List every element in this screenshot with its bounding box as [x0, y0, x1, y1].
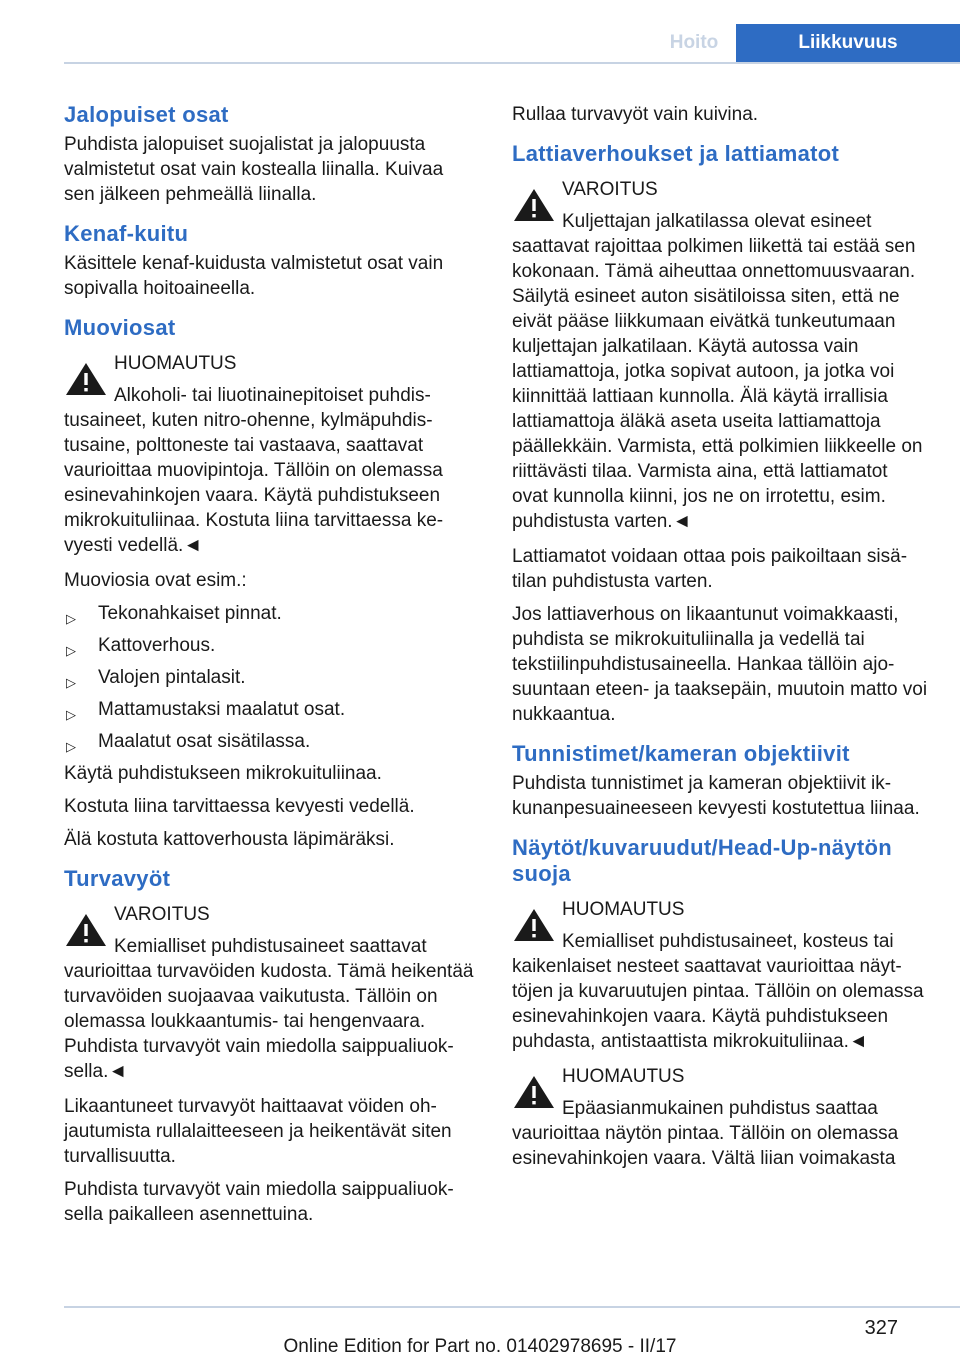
paragraph: Jos lattiaverhous on likaantunut voimakkaasti, puhdista se mikrokuituliinalla ja vedellä tai tekstiilinpuhdistusaineella. Hankaa tällöin ajosuuntaan eteen- ja taaksepäin, muutoin matto voi nukkaantua. [512, 604, 928, 725]
list-item-text: Maalatut osat sisätilassa. [98, 731, 311, 752]
list-item [64, 729, 479, 754]
notice-body: Kuljettajan jalkatilassa olevat esineet saattavat rajoittaa polkimen liikettä tai estää sen kokonaan. Tämä aiheuttaa onnettomuusvaaran. Säilytä esineet auton sisätiloissa siten, että ne eivät pääse liikkumaan eivätkä tunkeutumaan kuljettajan jalkatilaan. Käytä autossa vain lattiamattoja, jotka sopivat autoon, ja jotka voi kiinnittää lattiaan kunnolla. Älä käytä irrallisia lattiamattoja äläkä aseta useita lattiamattoja päällekkäin. Varmista, että polkimien liikkeelle on riittävästi tilaa. Varmista aina, että lattiamatot ovat kunnolla kiinni, jos ne on irrotettu, esim. puhdistusta varten.◄ [512, 211, 923, 532]
warning-triangle-icon [64, 361, 108, 397]
notice-body: Epäasianmukainen puhdistus saattaa vaurioittaa näytön pintaa. Tällöin on olemassa esinevahinkojen vaara. Vältä liian voimakasta [512, 1098, 899, 1169]
list-item-text: Tekonahkaiset pinnat. [98, 603, 282, 624]
footer-rule [64, 1306, 960, 1308]
triangle-bullet-icon: ▷ [66, 611, 76, 626]
section-title-naytot: Näytöt/kuvaruudut/Head-Up-näytön suoja [512, 835, 892, 886]
section-title-lattiaverhoukset: Lattiaverhoukset ja lattiamatot [512, 141, 840, 166]
list-item-text: Mattamustaksi maalatut osat. [98, 699, 346, 720]
triangle-bullet-icon: ▷ [66, 707, 76, 722]
section-title-kenaf: Kenaf-kuitu [64, 221, 189, 246]
warning-triangle-icon [64, 912, 108, 948]
paragraph: Älä kostuta kattoverhousta läpimäräksi. [64, 829, 395, 850]
section-title-turvavyot: Turvavyöt [64, 866, 171, 891]
paragraph: Puhdista turvavyöt vain miedolla saippualiuoksella paikalleen asennettuina. [64, 1179, 454, 1225]
notice-body: Kemialliset puhdistusaineet saattavat vaurioittaa turvavöiden kudosta. Tämä heikentää turvavöiden suojaavaa vaikutusta. Tällöin on olemassa loukkaantumis- tai hengenvaara. Puhdista turvavyöt vain miedolla saippualiuoksella.◄ [64, 936, 474, 1082]
section-body-jalopuiset: Puhdista jalopuiset suojalistat ja jalopuusta valmistetut osat vain kostealla liinalla. Kuivaa sen jälkeen pehmeällä liinalla. [64, 134, 444, 205]
warning-triangle-icon [512, 187, 556, 223]
page-number: 327 [864, 1317, 898, 1339]
section-body-tunnistimet: Puhdista tunnistimet ja kameran objektiivit ikkunanpesuaineeseen kevyesti kostutettua liinaa. [512, 773, 920, 819]
notice-title: HUOMAUTUS [562, 899, 685, 920]
tab-liikkuvuus[interactable]: Liikkuvuus [736, 24, 960, 62]
notice-muoviosat [64, 351, 479, 558]
notice-body: Alkoholi- tai liuotinainepitoiset puhdistusaineet, kuten nitro-ohenne, kylmäpuhdistusaine, polttoneste tai vastaava, saattavat vaurioittaa muovipintoja. Tällöin on olemassa esinevahinkojen vaara. Käytä puhdistukseen mikrokuituliinaa. Kostuta liina tarvittaessa kevyesti vedellä.◄ [64, 385, 444, 556]
section-title-tunnistimet: Tunnistimet/kameran objektiivit [512, 741, 850, 766]
notice-title: VAROITUS [114, 904, 210, 925]
tab-hoito[interactable] [652, 24, 736, 62]
notice-body: Kemialliset puhdistusaineet, kosteus tai kaikenlaiset nesteet saattavat vaurioittaa näyttöjen ja kuvaruutujen pintaa. Tällöin on olemassa esinevahinkojen vaara. Käytä puhdistukseen puhdasta, antistaattista mikrokuituliinaa.◄ [512, 931, 924, 1052]
right-column [512, 102, 928, 1181]
footer-edition: Online Edition for Part no. 01402978695 - II/17 [283, 1336, 677, 1357]
notice-naytot-1 [512, 897, 928, 1054]
list-item [64, 665, 479, 690]
notice-lattiamatot [512, 177, 928, 534]
list-item [64, 633, 479, 658]
list-item-text: Kattoverhous. [98, 635, 216, 656]
notice-title: HUOMAUTUS [114, 353, 237, 374]
warning-triangle-icon [512, 1074, 556, 1110]
notice-naytot-2 [512, 1064, 928, 1171]
notice-title: HUOMAUTUS [562, 1066, 685, 1087]
header-tabs [652, 24, 960, 62]
section-title-jalopuiset: Jalopuiset osat [64, 102, 229, 127]
paragraph: Rullaa turvavyöt vain kuivina. [512, 104, 759, 125]
triangle-bullet-icon: ▷ [66, 739, 76, 754]
list-item [64, 601, 479, 626]
paragraph: Lattiamatot voidaan ottaa pois paikoiltaan sisätilan puhdistusta varten. [512, 546, 908, 592]
tab-hoito-label: Hoito [669, 32, 719, 53]
paragraph: Kostuta liina tarvittaessa kevyesti vedellä. [64, 796, 415, 817]
list-intro: Muoviosia ovat esim.: [64, 570, 247, 591]
triangle-bullet-icon: ▷ [66, 675, 76, 690]
list-item-text: Valojen pintalasit. [98, 667, 246, 688]
section-body-kenaf: Käsittele kenaf-kuidusta valmistetut osat vain sopivalla hoitoaineella. [64, 253, 444, 299]
section-title-muoviosat: Muoviosat [64, 315, 176, 340]
plastic-parts-list [64, 601, 479, 754]
header-rule [64, 62, 960, 64]
paragraph: Käytä puhdistukseen mikrokuituliinaa. [64, 763, 382, 784]
notice-title: VAROITUS [562, 179, 658, 200]
triangle-bullet-icon: ▷ [66, 643, 76, 658]
notice-turvavyot [64, 902, 479, 1084]
warning-triangle-icon [512, 907, 556, 943]
list-item [64, 697, 479, 722]
left-column [64, 102, 479, 1235]
paragraph: Likaantuneet turvavyöt haittaavat vöiden ohjautumista rullalaitteeseen ja heikentävät siten turvallisuutta. [64, 1096, 452, 1167]
